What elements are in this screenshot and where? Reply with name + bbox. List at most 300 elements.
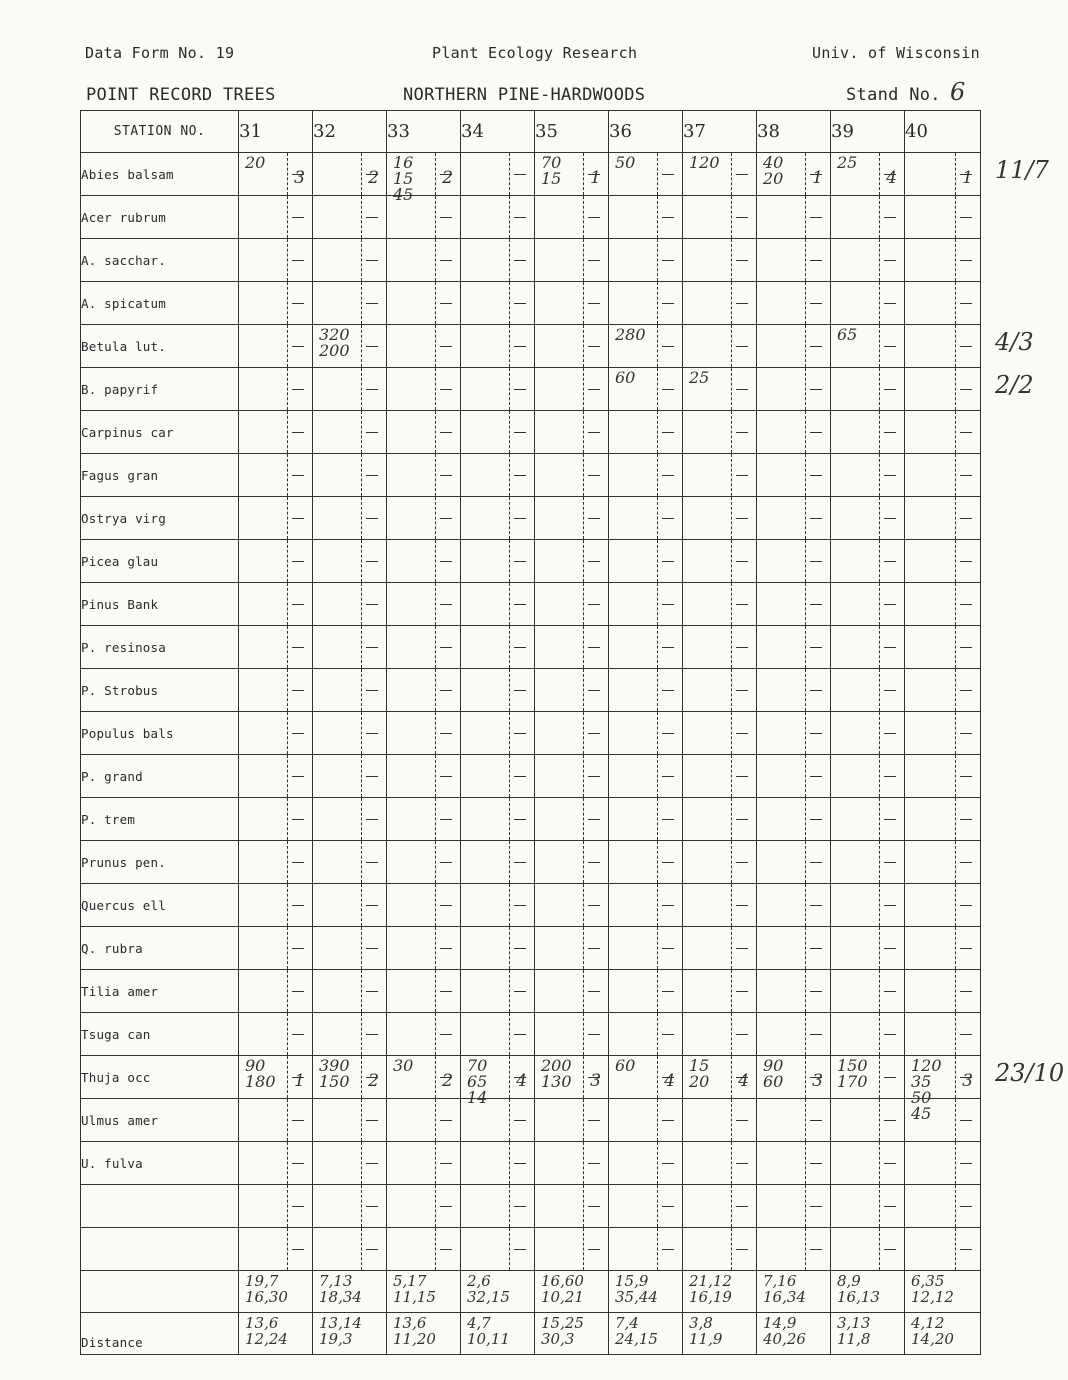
entry-cell[interactable] bbox=[831, 1013, 905, 1056]
distance-cell[interactable] bbox=[757, 1313, 831, 1355]
entry-cell[interactable] bbox=[609, 583, 683, 626]
cell-divider bbox=[583, 712, 584, 754]
entry-cell[interactable] bbox=[535, 1099, 609, 1142]
form-number: Data Form No. 19 bbox=[85, 44, 235, 62]
entry-cell[interactable] bbox=[387, 1013, 461, 1056]
entry-cell[interactable] bbox=[683, 1185, 757, 1228]
cell-dash bbox=[810, 690, 822, 691]
cell-divider bbox=[805, 411, 806, 453]
entry-cell[interactable] bbox=[461, 927, 535, 970]
entry-cell[interactable] bbox=[239, 970, 313, 1013]
cell-dash bbox=[292, 604, 304, 605]
entry-cell[interactable] bbox=[239, 239, 313, 282]
entry-cell[interactable] bbox=[387, 927, 461, 970]
entry-cell[interactable] bbox=[535, 239, 609, 282]
entry-cell[interactable] bbox=[461, 454, 535, 497]
entry-cell[interactable] bbox=[535, 153, 609, 196]
distance-cell[interactable] bbox=[683, 1271, 757, 1313]
entry-cell[interactable] bbox=[609, 1142, 683, 1185]
entry-cell[interactable] bbox=[313, 583, 387, 626]
entry-cell[interactable] bbox=[609, 755, 683, 798]
distance-cell[interactable] bbox=[387, 1271, 461, 1313]
entry-cell[interactable] bbox=[387, 798, 461, 841]
entry-cell[interactable] bbox=[905, 626, 981, 669]
entry-cell[interactable] bbox=[461, 583, 535, 626]
entry-cell[interactable] bbox=[313, 884, 387, 927]
entry-cell[interactable] bbox=[609, 798, 683, 841]
entry-cell[interactable] bbox=[683, 712, 757, 755]
entry-cell[interactable] bbox=[683, 583, 757, 626]
entry-cell[interactable] bbox=[831, 755, 905, 798]
entry-cell[interactable] bbox=[609, 411, 683, 454]
entry-cell[interactable] bbox=[239, 712, 313, 755]
entry-cell[interactable] bbox=[387, 884, 461, 927]
entry-cell[interactable] bbox=[461, 153, 535, 196]
entry-cell[interactable] bbox=[683, 798, 757, 841]
entry-cell[interactable] bbox=[609, 1185, 683, 1228]
entry-cell[interactable] bbox=[905, 325, 981, 368]
entry-cell[interactable] bbox=[609, 196, 683, 239]
entry-cell[interactable] bbox=[239, 368, 313, 411]
entry-cell[interactable] bbox=[387, 497, 461, 540]
entry-cell[interactable] bbox=[905, 1099, 981, 1142]
entry-cell[interactable] bbox=[239, 1013, 313, 1056]
distance-cell[interactable] bbox=[313, 1313, 387, 1355]
entry-cell[interactable] bbox=[831, 1142, 905, 1185]
entry-cell[interactable] bbox=[831, 669, 905, 712]
entry-cell[interactable] bbox=[313, 1099, 387, 1142]
entry-cell[interactable] bbox=[831, 1099, 905, 1142]
entry-cell[interactable] bbox=[831, 411, 905, 454]
entry-cell[interactable] bbox=[387, 1185, 461, 1228]
entry-cell[interactable] bbox=[535, 196, 609, 239]
entry-cell[interactable] bbox=[461, 884, 535, 927]
entry-cell[interactable] bbox=[535, 282, 609, 325]
entry-cell[interactable] bbox=[313, 368, 387, 411]
entry-cell[interactable] bbox=[905, 153, 981, 196]
entry-cell[interactable] bbox=[831, 583, 905, 626]
entry-cell[interactable] bbox=[831, 1056, 905, 1099]
entry-cell[interactable] bbox=[757, 411, 831, 454]
distance-cell[interactable] bbox=[461, 1313, 535, 1355]
entry-cell[interactable] bbox=[535, 583, 609, 626]
entry-cell[interactable] bbox=[609, 153, 683, 196]
entry-cell[interactable] bbox=[831, 927, 905, 970]
entry-cell[interactable] bbox=[831, 626, 905, 669]
entry-cell[interactable] bbox=[831, 970, 905, 1013]
entry-cell[interactable] bbox=[831, 712, 905, 755]
entry-cell[interactable] bbox=[831, 798, 905, 841]
entry-cell[interactable] bbox=[239, 540, 313, 583]
entry-cell[interactable] bbox=[461, 669, 535, 712]
entry-cell[interactable] bbox=[313, 626, 387, 669]
entry-cell[interactable] bbox=[535, 325, 609, 368]
entry-cell[interactable] bbox=[387, 368, 461, 411]
entry-cell[interactable] bbox=[831, 1185, 905, 1228]
entry-cell[interactable] bbox=[905, 755, 981, 798]
entry-cell[interactable] bbox=[387, 669, 461, 712]
distance-cell[interactable] bbox=[609, 1313, 683, 1355]
entry-cell[interactable] bbox=[461, 540, 535, 583]
entry-cell[interactable] bbox=[535, 626, 609, 669]
entry-cell[interactable] bbox=[683, 1099, 757, 1142]
entry-cell[interactable] bbox=[535, 841, 609, 884]
distance-cell[interactable] bbox=[683, 1313, 757, 1355]
entry-cell[interactable] bbox=[831, 497, 905, 540]
distance-cell[interactable] bbox=[757, 1271, 831, 1313]
entry-cell[interactable] bbox=[461, 1185, 535, 1228]
entry-cell[interactable] bbox=[313, 196, 387, 239]
entry-cell[interactable] bbox=[609, 1013, 683, 1056]
entry-cell[interactable] bbox=[831, 1228, 905, 1271]
distance-cell[interactable] bbox=[535, 1271, 609, 1313]
entry-cell[interactable] bbox=[387, 282, 461, 325]
entry-cell[interactable] bbox=[313, 497, 387, 540]
entry-cell[interactable] bbox=[609, 368, 683, 411]
entry-cell[interactable] bbox=[313, 755, 387, 798]
entry-cell[interactable] bbox=[757, 1099, 831, 1142]
entry-cell[interactable] bbox=[905, 1185, 981, 1228]
entry-cell[interactable] bbox=[905, 282, 981, 325]
entry-cell[interactable] bbox=[609, 1099, 683, 1142]
entry-cell[interactable] bbox=[683, 282, 757, 325]
entry-cell[interactable] bbox=[387, 196, 461, 239]
entry-cell[interactable] bbox=[683, 540, 757, 583]
entry-cell[interactable] bbox=[239, 1099, 313, 1142]
entry-cell[interactable] bbox=[461, 196, 535, 239]
entry-cell[interactable] bbox=[535, 712, 609, 755]
entry-cell[interactable] bbox=[239, 325, 313, 368]
entry-cell[interactable] bbox=[535, 1142, 609, 1185]
cell-dash bbox=[884, 1077, 896, 1078]
entry-cell[interactable] bbox=[831, 841, 905, 884]
cell-dash bbox=[588, 561, 600, 562]
entry-cell[interactable] bbox=[683, 1142, 757, 1185]
entry-cell[interactable] bbox=[535, 497, 609, 540]
entry-cell[interactable] bbox=[239, 798, 313, 841]
entry-cell[interactable] bbox=[683, 454, 757, 497]
entry-cell[interactable] bbox=[683, 1056, 757, 1099]
entry-cell[interactable] bbox=[905, 1013, 981, 1056]
entry-cell[interactable] bbox=[313, 1142, 387, 1185]
entry-cell[interactable] bbox=[239, 497, 313, 540]
cell-divider bbox=[955, 1056, 956, 1098]
entry-cell[interactable] bbox=[313, 1185, 387, 1228]
entry-cell[interactable] bbox=[757, 970, 831, 1013]
entry-cell[interactable] bbox=[757, 196, 831, 239]
entry-cell[interactable] bbox=[609, 626, 683, 669]
entry-cell[interactable] bbox=[757, 1142, 831, 1185]
entry-cell[interactable] bbox=[239, 626, 313, 669]
distance-cell[interactable] bbox=[461, 1271, 535, 1313]
entry-cell[interactable] bbox=[535, 1013, 609, 1056]
distance-cell[interactable] bbox=[313, 1271, 387, 1313]
entry-cell[interactable] bbox=[905, 583, 981, 626]
entry-cell[interactable] bbox=[757, 239, 831, 282]
entry-cell[interactable] bbox=[313, 712, 387, 755]
entry-cell[interactable] bbox=[757, 755, 831, 798]
entry-cell[interactable] bbox=[609, 927, 683, 970]
entry-cell[interactable] bbox=[831, 368, 905, 411]
entry-cell[interactable] bbox=[757, 798, 831, 841]
entry-cell[interactable] bbox=[683, 755, 757, 798]
entry-cell[interactable] bbox=[609, 325, 683, 368]
cell-dash bbox=[514, 432, 526, 433]
entry-cell[interactable] bbox=[461, 1056, 535, 1107]
entry-cell[interactable] bbox=[239, 1056, 313, 1099]
entry-cell[interactable] bbox=[535, 970, 609, 1013]
entry-cell[interactable] bbox=[239, 411, 313, 454]
cell-dash bbox=[662, 690, 674, 691]
entry-cell[interactable] bbox=[313, 1228, 387, 1271]
distance-cell[interactable] bbox=[831, 1271, 905, 1313]
distance-cell[interactable] bbox=[905, 1313, 981, 1355]
entry-cell[interactable] bbox=[239, 884, 313, 927]
entry-cell[interactable] bbox=[461, 411, 535, 454]
entry-cell[interactable] bbox=[683, 368, 757, 411]
entry-cell[interactable] bbox=[831, 153, 905, 196]
entry-cell[interactable] bbox=[239, 153, 313, 196]
entry-cell[interactable] bbox=[757, 669, 831, 712]
entry-cell[interactable] bbox=[757, 325, 831, 368]
entry-cell[interactable] bbox=[609, 454, 683, 497]
entry-cell[interactable] bbox=[313, 798, 387, 841]
entry-cell[interactable] bbox=[757, 454, 831, 497]
entry-cell[interactable] bbox=[905, 1142, 981, 1185]
entry-cell[interactable] bbox=[831, 239, 905, 282]
entry-cell[interactable] bbox=[387, 454, 461, 497]
entry-cell[interactable] bbox=[831, 454, 905, 497]
distance-cell[interactable] bbox=[239, 1313, 313, 1355]
entry-cell[interactable] bbox=[757, 841, 831, 884]
entry-cell[interactable] bbox=[313, 1056, 387, 1099]
entry-cell[interactable] bbox=[461, 1142, 535, 1185]
entry-cell[interactable] bbox=[387, 626, 461, 669]
entry-cell[interactable] bbox=[683, 325, 757, 368]
entry-cell[interactable] bbox=[387, 540, 461, 583]
entry-cell[interactable] bbox=[757, 282, 831, 325]
entry-cell[interactable] bbox=[239, 1185, 313, 1228]
entry-cell[interactable] bbox=[609, 540, 683, 583]
entry-cell[interactable] bbox=[609, 712, 683, 755]
entry-cell[interactable] bbox=[683, 884, 757, 927]
entry-cell[interactable] bbox=[239, 755, 313, 798]
entry-cell[interactable] bbox=[609, 239, 683, 282]
entry-cell[interactable] bbox=[239, 282, 313, 325]
entry-cell[interactable] bbox=[535, 540, 609, 583]
entry-cell[interactable] bbox=[535, 411, 609, 454]
entry-cell[interactable] bbox=[387, 153, 461, 204]
entry-cell[interactable] bbox=[683, 1013, 757, 1056]
entry-cell[interactable] bbox=[239, 927, 313, 970]
entry-cell[interactable] bbox=[831, 325, 905, 368]
entry-cell[interactable] bbox=[905, 497, 981, 540]
entry-cell[interactable] bbox=[905, 1228, 981, 1271]
distance-cell[interactable] bbox=[609, 1271, 683, 1313]
entry-cell[interactable] bbox=[461, 841, 535, 884]
entry-cell[interactable] bbox=[239, 454, 313, 497]
entry-cell[interactable] bbox=[683, 669, 757, 712]
entry-cell[interactable] bbox=[461, 755, 535, 798]
entry-cell[interactable] bbox=[683, 1228, 757, 1271]
entry-cell[interactable] bbox=[683, 626, 757, 669]
entry-cell[interactable] bbox=[831, 196, 905, 239]
entry-cell[interactable] bbox=[609, 669, 683, 712]
entry-cell[interactable] bbox=[387, 583, 461, 626]
cell-dash bbox=[736, 690, 748, 691]
entry-cell[interactable] bbox=[683, 497, 757, 540]
entry-cell[interactable] bbox=[461, 282, 535, 325]
entry-cell[interactable] bbox=[387, 755, 461, 798]
entry-cell[interactable] bbox=[905, 798, 981, 841]
entry-cell[interactable] bbox=[461, 239, 535, 282]
cell-dash bbox=[366, 1034, 378, 1035]
entry-cell[interactable] bbox=[387, 970, 461, 1013]
entry-cell[interactable] bbox=[313, 841, 387, 884]
entry-cell[interactable] bbox=[461, 325, 535, 368]
entry-cell[interactable] bbox=[313, 970, 387, 1013]
entry-cell[interactable] bbox=[387, 1228, 461, 1271]
entry-cell[interactable] bbox=[831, 282, 905, 325]
entry-cell[interactable] bbox=[905, 196, 981, 239]
entry-cell[interactable] bbox=[905, 540, 981, 583]
distance-cell[interactable] bbox=[239, 1271, 313, 1313]
entry-cell[interactable] bbox=[239, 196, 313, 239]
entry-cell[interactable] bbox=[239, 1228, 313, 1271]
entry-cell[interactable] bbox=[535, 884, 609, 927]
entry-cell[interactable] bbox=[535, 798, 609, 841]
entry-cell[interactable] bbox=[535, 755, 609, 798]
entry-cell[interactable] bbox=[683, 239, 757, 282]
entry-cell[interactable] bbox=[609, 497, 683, 540]
entry-cell[interactable] bbox=[387, 325, 461, 368]
entry-cell[interactable] bbox=[313, 282, 387, 325]
station-number: 40 bbox=[905, 111, 981, 153]
entry-cell[interactable] bbox=[757, 583, 831, 626]
cell-values: 390 150 bbox=[319, 1056, 350, 1091]
entry-cell[interactable] bbox=[905, 841, 981, 884]
entry-cell[interactable] bbox=[239, 583, 313, 626]
entry-cell[interactable] bbox=[461, 368, 535, 411]
entry-cell[interactable] bbox=[757, 153, 831, 196]
entry-cell[interactable] bbox=[905, 411, 981, 454]
entry-cell[interactable] bbox=[905, 970, 981, 1013]
entry-cell[interactable] bbox=[683, 153, 757, 196]
entry-cell[interactable] bbox=[757, 884, 831, 927]
entry-cell[interactable] bbox=[609, 1056, 683, 1099]
entry-cell[interactable] bbox=[313, 669, 387, 712]
entry-cell[interactable] bbox=[535, 669, 609, 712]
entry-cell[interactable] bbox=[313, 239, 387, 282]
entry-cell[interactable] bbox=[461, 1013, 535, 1056]
entry-cell[interactable] bbox=[387, 411, 461, 454]
entry-cell[interactable] bbox=[757, 497, 831, 540]
distance-cell[interactable] bbox=[387, 1313, 461, 1355]
entry-cell[interactable] bbox=[757, 1056, 831, 1099]
entry-cell[interactable] bbox=[831, 884, 905, 927]
cell-divider bbox=[805, 1228, 806, 1270]
entry-cell[interactable] bbox=[831, 540, 905, 583]
distance-cell[interactable] bbox=[831, 1313, 905, 1355]
entry-cell[interactable] bbox=[239, 1142, 313, 1185]
entry-cell[interactable] bbox=[313, 1013, 387, 1056]
entry-cell[interactable] bbox=[905, 1056, 981, 1123]
entry-cell[interactable] bbox=[387, 712, 461, 755]
entry-cell[interactable] bbox=[535, 1056, 609, 1099]
entry-cell[interactable] bbox=[905, 454, 981, 497]
entry-cell[interactable] bbox=[461, 1099, 535, 1142]
entry-cell[interactable] bbox=[239, 841, 313, 884]
entry-cell[interactable] bbox=[461, 970, 535, 1013]
entry-cell[interactable] bbox=[757, 368, 831, 411]
cell-divider bbox=[361, 1013, 362, 1055]
entry-cell[interactable] bbox=[461, 626, 535, 669]
entry-cell[interactable] bbox=[387, 239, 461, 282]
cell-divider bbox=[657, 1013, 658, 1055]
entry-cell[interactable] bbox=[757, 712, 831, 755]
entry-cell[interactable] bbox=[905, 368, 981, 411]
entry-cell[interactable] bbox=[313, 454, 387, 497]
entry-cell[interactable] bbox=[757, 1185, 831, 1228]
cell-divider bbox=[879, 196, 880, 238]
entry-cell[interactable] bbox=[757, 927, 831, 970]
entry-cell[interactable] bbox=[461, 798, 535, 841]
distance-cell[interactable] bbox=[535, 1313, 609, 1355]
entry-cell[interactable] bbox=[535, 1228, 609, 1271]
entry-cell[interactable] bbox=[683, 970, 757, 1013]
distance-cell[interactable] bbox=[905, 1271, 981, 1313]
entry-cell[interactable] bbox=[313, 411, 387, 454]
entry-cell[interactable] bbox=[683, 841, 757, 884]
entry-cell[interactable] bbox=[535, 927, 609, 970]
entry-cell[interactable] bbox=[313, 540, 387, 583]
entry-cell[interactable] bbox=[535, 454, 609, 497]
entry-cell[interactable] bbox=[387, 1099, 461, 1142]
entry-cell[interactable] bbox=[387, 841, 461, 884]
entry-cell[interactable] bbox=[461, 1228, 535, 1271]
entry-cell[interactable] bbox=[905, 712, 981, 755]
entry-cell[interactable] bbox=[757, 540, 831, 583]
entry-cell[interactable] bbox=[609, 884, 683, 927]
entry-cell[interactable] bbox=[609, 282, 683, 325]
entry-cell[interactable] bbox=[387, 1056, 461, 1099]
entry-cell[interactable] bbox=[313, 153, 387, 196]
entry-cell[interactable] bbox=[683, 411, 757, 454]
entry-cell[interactable] bbox=[683, 927, 757, 970]
entry-cell[interactable] bbox=[461, 497, 535, 540]
entry-cell[interactable] bbox=[905, 239, 981, 282]
entry-cell[interactable] bbox=[609, 1228, 683, 1271]
entry-cell[interactable] bbox=[905, 884, 981, 927]
entry-cell[interactable] bbox=[535, 368, 609, 411]
entry-cell[interactable] bbox=[609, 970, 683, 1013]
entry-cell[interactable] bbox=[757, 1013, 831, 1056]
entry-cell[interactable] bbox=[535, 1185, 609, 1228]
cell-dash bbox=[366, 862, 378, 863]
entry-cell[interactable] bbox=[313, 325, 387, 368]
entry-cell[interactable] bbox=[757, 1228, 831, 1271]
entry-cell[interactable] bbox=[683, 196, 757, 239]
entry-cell[interactable] bbox=[387, 1142, 461, 1185]
entry-cell[interactable] bbox=[757, 626, 831, 669]
entry-cell[interactable] bbox=[239, 669, 313, 712]
entry-cell[interactable] bbox=[905, 927, 981, 970]
cell-divider bbox=[657, 454, 658, 496]
entry-cell[interactable] bbox=[313, 927, 387, 970]
entry-cell[interactable] bbox=[609, 841, 683, 884]
entry-cell[interactable] bbox=[905, 669, 981, 712]
entry-cell[interactable] bbox=[461, 712, 535, 755]
